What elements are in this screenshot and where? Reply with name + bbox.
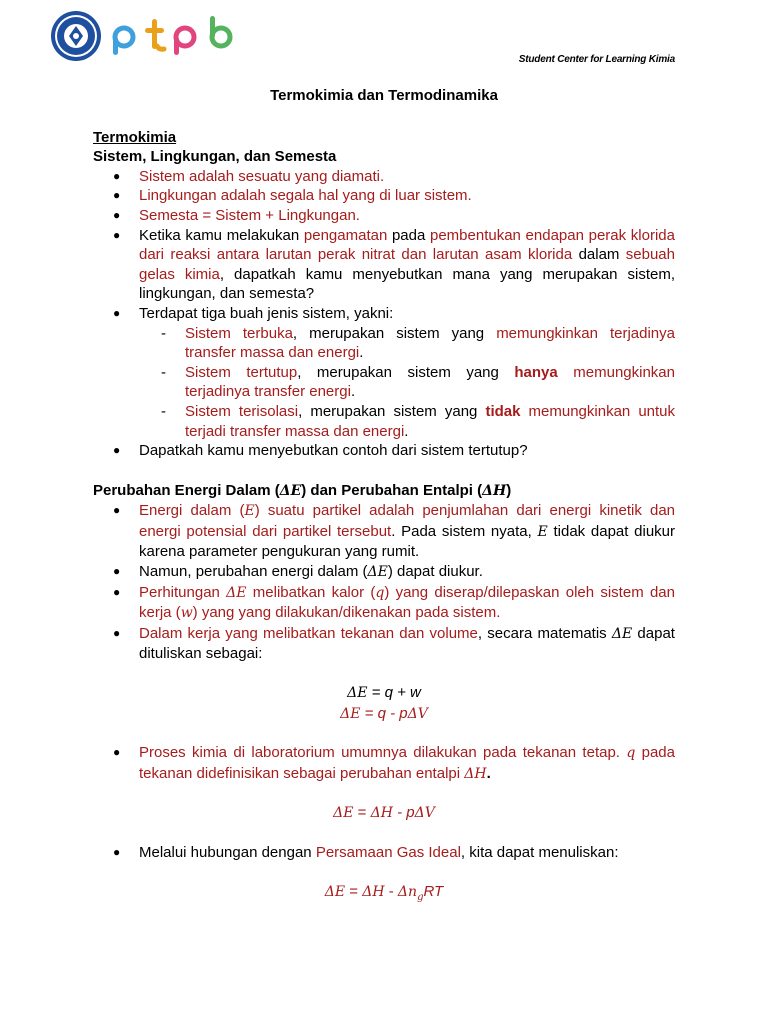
tagline: Student Center for Learning Kimia bbox=[518, 54, 675, 65]
sublist-jenis-sistem bbox=[139, 324, 675, 442]
list-item: ● Perhitungan ΔE melibatkan kalor (q) yang diserap/dilepaskan oleh sistem dan kerja (w) yang yang dilakukan/dikenakan pada sistem. bbox=[93, 583, 675, 624]
bullet-list-gas-ideal bbox=[93, 843, 675, 863]
list-item: ● Terdapat tiga buah jenis sistem, yakni: - Sistem terbuka, merupakan sistem yang memungkinkan terjadinya transfer massa dan energi. - Sistem tertutup, merupakan sistem yang hanya memungkinkan terjadinya transfer energi. - Sistem terisolasi, merupakan sistem yang tidak memungkinkan untuk terjadi transfer massa dan energi. bbox=[93, 304, 675, 441]
list-item: ● Lingkungan adalah segala hal yang di luar sistem. bbox=[93, 186, 675, 206]
list-item: - Sistem terbuka, merupakan sistem yang memungkinkan terjadinya transfer massa dan energi. bbox=[139, 324, 675, 363]
list-item: - Sistem terisolasi, merupakan sistem yang tidak memungkinkan untuk terjadi transfer massa dan energi. bbox=[139, 402, 675, 441]
equation-3: ΔE = ΔH - pΔV bbox=[333, 804, 435, 822]
document-body bbox=[93, 86, 675, 907]
ptpb-logo-icon bbox=[110, 13, 240, 59]
list-item: ● Proses kimia di laboratorium umumnya dilakukan pada tekanan tetap. q pada tekanan didefinisikan sebagai perubahan entalpi ΔH. bbox=[93, 743, 675, 784]
list-item: ● Melalui hubungan dengan Persamaan Gas Ideal, kita dapat menuliskan: bbox=[93, 843, 675, 863]
equation-2: ΔE = q - pΔV bbox=[340, 704, 428, 722]
page-header bbox=[50, 10, 730, 70]
section-heading-energi: Perubahan Energi Dalam (ΔE) dan Perubahan Entalpi (ΔH) bbox=[93, 481, 512, 499]
bullet-list-proses bbox=[93, 743, 675, 784]
list-item: - Sistem tertutup, merupakan sistem yang hanya memungkinkan terjadinya transfer energi. bbox=[139, 363, 675, 402]
list-item: ● Namun, perubahan energi dalam (ΔE) dapat diukur. bbox=[93, 562, 675, 583]
page-title: Termokimia dan Termodinamika bbox=[270, 87, 498, 104]
equation-1: ΔE = q + w bbox=[347, 684, 421, 702]
section-heading-termokimia: Termokimia bbox=[93, 128, 177, 146]
list-item: ● Dapatkah kamu menyebutkan contoh dari sistem tertutup? bbox=[93, 441, 675, 461]
list-item: ● Dalam kerja yang melibatkan tekanan dan volume, secara matematis ΔE dapat dituliskan sebagai: bbox=[93, 624, 675, 664]
bullet-list-sistem bbox=[93, 167, 675, 461]
list-item: ● Ketika kamu melakukan pengamatan pada pembentukan endapan perak klorida dari reaksi antara larutan perak nitrat dan larutan asam klorida dalam sebuah gelas kimia, dapatkah kamu menyebutkan mana yang merupakan sistem, lingkungan, dan semesta? bbox=[93, 226, 675, 304]
subheading-sistem: Sistem, Lingkungan, dan Semesta bbox=[93, 148, 337, 166]
list-item: ● Sistem adalah sesuatu yang diamati. bbox=[93, 167, 675, 187]
institution-seal-icon bbox=[50, 10, 102, 62]
bullet-list-energi bbox=[93, 501, 675, 664]
equation-4: $\Delta E = \Delta H - \Delta n_gRT$ bbox=[324, 882, 444, 903]
list-item: ● Semesta = Sistem + Lingkungan. bbox=[93, 206, 675, 226]
list-item: ● Energi dalam (E) suatu partikel adalah penjumlahan dari energi kinetik dan energi potensial dari partikel tersebut. Pada sistem nyata, E tidak dapat diukur karena parameter pengukuran yang rumit. bbox=[93, 501, 675, 562]
